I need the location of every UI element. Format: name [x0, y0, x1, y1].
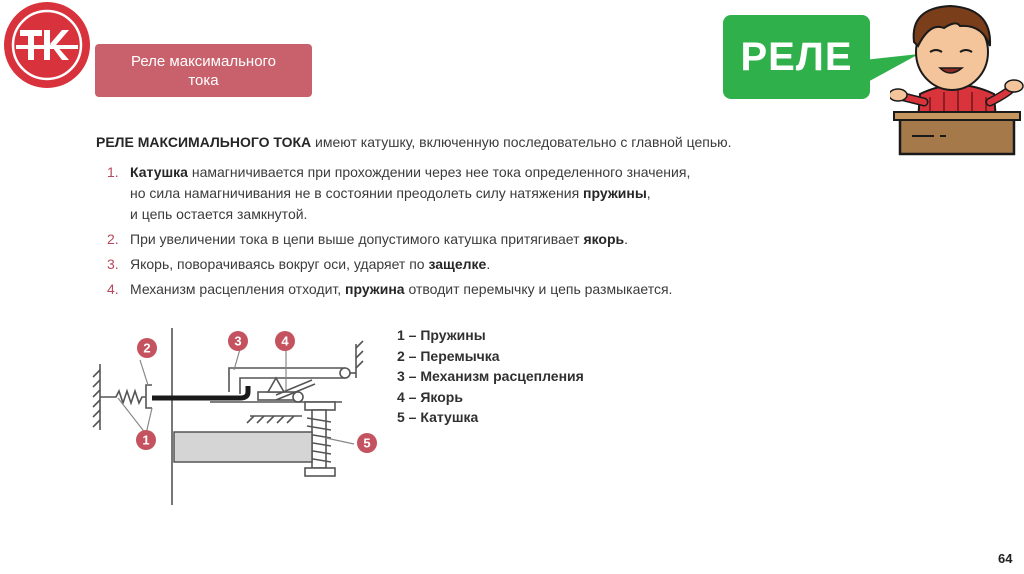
step-text: отводит перемычку и цепь размыкается. [404, 281, 673, 297]
step-keyword: пружина [345, 281, 405, 297]
slide-title-text: Реле максимального тока [130, 52, 277, 89]
intro-sentence [96, 134, 732, 150]
diagram-marker-label: 2 [143, 340, 151, 356]
step-item [107, 162, 690, 225]
step-text: . [624, 231, 629, 247]
diagram-marker-label: 3 [234, 333, 242, 349]
intro-bold: РЕЛЕ МАКСИМАЛЬНОГО ТОКА [96, 134, 312, 150]
step-keyword: якорь [583, 231, 625, 247]
step-number: 4. [107, 281, 119, 297]
step-keyword: пружины [583, 185, 647, 201]
speech-bubble-text: РЕЛЕ [740, 34, 853, 79]
step-text: намагничивается при прохождении через нее тока определенного значения, [187, 164, 691, 180]
step-item [107, 254, 690, 275]
slide-title-badge [95, 44, 312, 97]
step-line [130, 204, 690, 225]
step-number: 2. [107, 231, 119, 247]
step-number: 3. [107, 256, 119, 272]
diagram-marker-label: 4 [281, 333, 289, 349]
legend-item: 2 – Перемычка [397, 347, 500, 364]
step-text: но сила намагничивания не в состоянии преодолеть силу натяжения [130, 185, 584, 201]
step-text: Механизм расцепления отходит, [130, 281, 346, 297]
steps-list [107, 162, 690, 300]
page-number: 64 [998, 551, 1013, 566]
presenter-character-illustration [890, 2, 1024, 158]
step-text: Якорь, поворачиваясь вокруг оси, ударяет по [130, 256, 429, 272]
step-number: 1. [107, 164, 119, 180]
diagram-marker-label: 1 [142, 432, 150, 448]
step-line [130, 229, 690, 250]
step-text: При увеличении тока в цепи выше допустимого катушка притягивает [130, 231, 584, 247]
diagram-legend [397, 325, 584, 428]
step-line [130, 254, 690, 275]
company-logo [2, 0, 92, 90]
step-line [130, 183, 690, 204]
legend-item: 4 – Якорь [397, 388, 463, 405]
step-text: и цепь остается замкнутой. [130, 206, 308, 222]
diagram-marker-label: 5 [363, 435, 371, 451]
step-item [107, 229, 690, 250]
step-text: , [646, 185, 651, 201]
legend-item: 1 – Пружины [397, 327, 486, 343]
intro-rest: имеют катушку, включенную последовательно с главной цепью. [311, 134, 732, 150]
step-line [130, 279, 690, 300]
step-text: . [486, 256, 491, 272]
step-keyword: Катушка [130, 164, 188, 180]
legend-item: 5 – Катушка [397, 409, 479, 425]
relay-diagram [90, 322, 390, 512]
step-keyword: защелке [428, 256, 487, 272]
step-line [130, 162, 690, 183]
legend-item: 3 – Механизм расцепления [397, 368, 584, 384]
step-item [107, 279, 690, 300]
speech-bubble [723, 15, 870, 99]
